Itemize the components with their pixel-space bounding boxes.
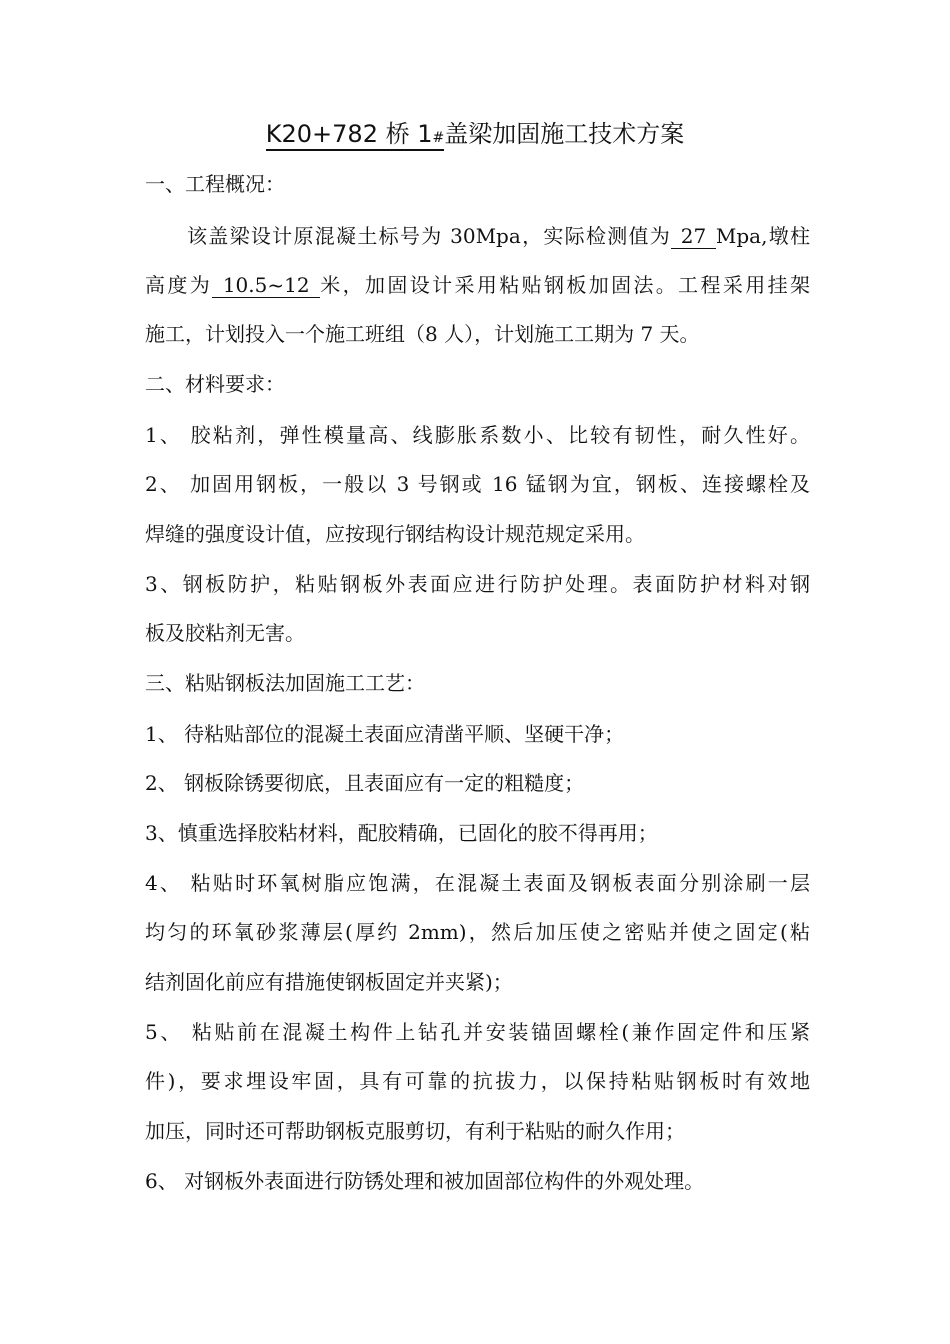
overview-text: 高度为 [145, 273, 213, 297]
overview-line-2 [145, 269, 810, 301]
section-heading-materials: 二、材料要求： [145, 372, 285, 396]
section-heading-process: 三、粘贴钢板法加固施工工艺： [145, 671, 425, 695]
materials-line: 2、 加固用钢板，一般以 3 号钢或 16 锰钢为宜，钢板、连接螺栓及 [145, 472, 810, 496]
overview-line-1 [187, 220, 810, 252]
process-line: 1、 待粘贴部位的混凝土表面应清凿平顺、坚硬干净； [145, 722, 625, 746]
document-title [0, 115, 950, 157]
overview-line-3: 施工，计划投入一个施工班组（8 人），计划施工工期为 7 天。 [145, 322, 700, 346]
title-underlined [266, 120, 444, 151]
process-line: 结剂固化前应有措施使钢板固定并夹紧)； [145, 970, 513, 994]
measured-value: 27 [673, 224, 714, 248]
overview-text: 该盖梁设计原混凝土标号为 30Mpa，实际检测值为 [187, 224, 672, 248]
materials-line: 焊缝的强度设计值，应按现行钢结构设计规范规定采用。 [145, 522, 645, 546]
process-line: 2、 钢板除锈要彻底，且表面应有一定的粗糙度； [145, 771, 585, 795]
process-line: 3、慎重选择胶粘材料，配胶精确，已固化的胶不得再用； [145, 821, 658, 845]
process-line: 6、 对钢板外表面进行防锈处理和被加固部位构件的外观处理。 [145, 1169, 705, 1193]
section-heading-overview: 一、工程概况： [145, 172, 285, 196]
materials-line: 3、钢板防护，粘贴钢板外表面应进行防护处理。表面防护材料对钢 [145, 572, 810, 596]
materials-line: 板及胶粘剂无害。 [145, 621, 305, 645]
overview-text: Mpa,墩柱 [715, 224, 811, 248]
process-line: 4、 粘贴时环氧树脂应饱满，在混凝土表面及钢板表面分别涂刷一层 [145, 871, 810, 895]
process-line: 5、 粘贴前在混凝土构件上钻孔并安装锚固螺栓(兼作固定件和压紧 [145, 1020, 810, 1044]
process-line: 件)，要求埋设牢固，具有可靠的抗拔力，以保持粘贴钢板时有效地 [145, 1069, 810, 1093]
height-value: 10.5~12 [214, 273, 319, 297]
process-line: 均匀的环氧砂浆薄层(厚约 2mm)，然后加压使之密贴并使之固定(粘 [145, 920, 810, 944]
title-suffix: 盖梁加固施工技术方案 [444, 120, 685, 148]
materials-line: 1、 胶粘剂，弹性模量高、线膨胀系数小、比较有韧性，耐久性好。 [145, 423, 810, 447]
process-line: 加压，同时还可帮助钢板克服剪切，有利于粘贴的耐久作用； [145, 1119, 685, 1143]
title-mark: # [432, 130, 445, 146]
overview-text: 米，加固设计采用粘贴钢板加固法。工程采用挂架 [320, 273, 811, 297]
title-prefix: K20+782 桥 1 [265, 120, 433, 148]
